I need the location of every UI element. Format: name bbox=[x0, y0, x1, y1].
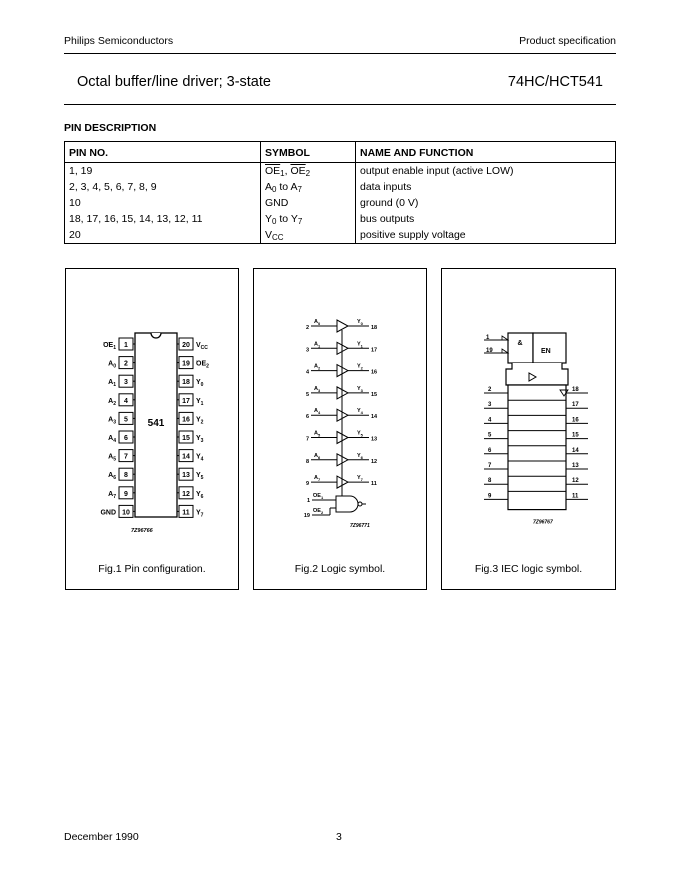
column-header: NAME AND FUNCTION bbox=[356, 142, 616, 163]
document-type: Product specification bbox=[519, 35, 616, 47]
pin-label: $Y_5$ bbox=[196, 472, 204, 482]
control-block bbox=[506, 363, 568, 385]
input-label: $A_0$ bbox=[314, 319, 321, 326]
pin-label: $Y_2$ bbox=[196, 416, 204, 426]
pin-number-cell: 20 bbox=[69, 229, 81, 241]
input-label: $A_4$ bbox=[314, 408, 321, 416]
drawing-code: 7Z96766 bbox=[131, 528, 153, 534]
pin-label: $A_3$ bbox=[108, 416, 116, 426]
input-pin-number: 5 bbox=[488, 432, 492, 439]
output-pin-number: 16 bbox=[371, 369, 378, 376]
symbol-cell: $\overline{OE}_1$, $\overline{OE}_2$ bbox=[261, 163, 356, 180]
input-pin-number: 2 bbox=[305, 325, 309, 331]
input-pin-number: 7 bbox=[305, 436, 309, 443]
pin-label: $Y_0$ bbox=[196, 379, 204, 389]
symbol-cell: $A_0$ to $A_7$ bbox=[261, 179, 356, 195]
pin-label: $Y_1$ bbox=[196, 397, 204, 407]
function-cell: bus outputs bbox=[356, 211, 616, 227]
pin-label: $Y_4$ bbox=[196, 453, 204, 463]
pin-number-cell: 18, 17, 16, 15, 14, 13, 12, 11 bbox=[69, 213, 203, 225]
output-label: $Y_2$ bbox=[357, 363, 363, 371]
active-low-indicator bbox=[502, 336, 508, 340]
symbol-cell: $Y_0$ to $Y_7$ bbox=[261, 211, 356, 227]
pin-label: $A_7$ bbox=[108, 490, 116, 500]
pin-number-cell: 10 bbox=[69, 197, 81, 209]
pin-label: $Y_6$ bbox=[196, 490, 204, 500]
pin-label: $OE_1$ bbox=[103, 342, 116, 351]
drawing-code: 7Z96767 bbox=[533, 519, 553, 526]
output-pin-number: 11 bbox=[371, 481, 377, 488]
company-name: Philips Semiconductors bbox=[64, 35, 174, 47]
output-pin-number: 14 bbox=[371, 414, 378, 421]
pin-number: 19 bbox=[182, 360, 190, 368]
chip-label: 541 bbox=[147, 418, 165, 429]
column-header: PIN NO. bbox=[65, 142, 261, 163]
output-pin-number: 15 bbox=[371, 391, 378, 398]
input-label: $A_6$ bbox=[314, 452, 321, 460]
input-pin-number: 8 bbox=[488, 478, 492, 485]
pin-number-cell: 2, 3, 4, 5, 6, 7, 8, 9 bbox=[69, 181, 157, 193]
column-header: SYMBOL bbox=[261, 142, 356, 163]
pin-label: $A_6$ bbox=[108, 472, 116, 482]
output-pin-number: 14 bbox=[572, 447, 579, 454]
pin-number: 7 bbox=[124, 453, 128, 461]
symbol-cell: GND bbox=[261, 195, 356, 211]
input-pin-number: 9 bbox=[305, 481, 309, 488]
input-pin-number: 3 bbox=[305, 347, 309, 354]
en-label: EN bbox=[541, 348, 551, 355]
title-rule bbox=[64, 104, 616, 105]
output-label: $Y_5$ bbox=[357, 430, 363, 438]
inversion-bubble bbox=[358, 502, 362, 506]
input-pin-number: 5 bbox=[305, 391, 309, 398]
active-low-indicator bbox=[502, 349, 508, 353]
pin-description-table bbox=[64, 141, 616, 244]
pin-number: 16 bbox=[182, 416, 190, 424]
function-cell: output enable input (active LOW) bbox=[356, 163, 616, 180]
pin-number: 20 bbox=[182, 342, 190, 349]
enable-pin-number: 1 bbox=[486, 335, 490, 341]
pin-label: $A_2$ bbox=[108, 397, 116, 407]
input-label: $A_3$ bbox=[314, 385, 321, 393]
enable-label: $OE_1$ bbox=[313, 493, 324, 500]
output-pin-number: 17 bbox=[371, 347, 378, 354]
pin-label: $V_{CC}$ bbox=[196, 342, 208, 351]
input-pin-number: 6 bbox=[488, 447, 492, 454]
pin-label: $A_1$ bbox=[108, 379, 116, 389]
input-label: $A_7$ bbox=[314, 475, 321, 483]
input-label: $A_2$ bbox=[314, 363, 321, 371]
pin-label: $OE_2$ bbox=[196, 360, 209, 370]
pin-number: 11 bbox=[182, 509, 190, 517]
input-pin-number: 2 bbox=[488, 387, 492, 393]
pin-number: 18 bbox=[182, 379, 190, 387]
pin-number: 8 bbox=[124, 472, 128, 480]
header-rule bbox=[64, 53, 616, 54]
pin-label: $Y_3$ bbox=[196, 435, 204, 444]
input-label: $A_1$ bbox=[314, 341, 321, 349]
figure-caption: Fig.1 Pin configuration. bbox=[98, 563, 206, 575]
pin-number: 14 bbox=[182, 453, 190, 461]
output-pin-number: 13 bbox=[572, 463, 579, 469]
enable-pin-number: 1 bbox=[306, 498, 310, 504]
output-label: $Y_4$ bbox=[357, 408, 363, 416]
input-pin-number: 3 bbox=[488, 402, 492, 409]
output-label: $Y_3$ bbox=[357, 385, 363, 393]
pin-number-cell: 1, 19 bbox=[69, 165, 93, 177]
output-label: $Y_1$ bbox=[357, 341, 363, 349]
pin-number: 5 bbox=[124, 416, 128, 424]
pin-number: 9 bbox=[124, 490, 128, 498]
table-row bbox=[65, 211, 616, 227]
pin-number: 6 bbox=[124, 435, 128, 442]
table-row bbox=[65, 195, 616, 211]
pin-configuration-diagram bbox=[66, 269, 238, 559]
output-pin-number: 18 bbox=[572, 387, 579, 393]
output-pin-number: 12 bbox=[371, 458, 378, 465]
table-header-row bbox=[65, 142, 616, 163]
function-cell: positive supply voltage bbox=[356, 227, 616, 244]
document-title: Octal buffer/line driver; 3-state bbox=[77, 74, 271, 90]
figure-caption: Fig.3 IEC logic symbol. bbox=[474, 563, 583, 575]
input-pin-number: 9 bbox=[488, 493, 492, 500]
pin-label: $Y_7$ bbox=[196, 509, 204, 519]
input-pin-number: 4 bbox=[488, 417, 492, 424]
output-pin-number: 17 bbox=[572, 402, 579, 409]
pin-number: 15 bbox=[182, 435, 190, 442]
table-row bbox=[65, 227, 616, 244]
pin-number: 12 bbox=[182, 490, 190, 498]
output-label: $Y_7$ bbox=[357, 475, 363, 483]
table-row bbox=[65, 163, 616, 180]
table-row bbox=[65, 179, 616, 195]
output-label: $Y_0$ bbox=[357, 319, 363, 326]
iec-logic-symbol-diagram bbox=[442, 269, 615, 559]
figure-caption: Fig.2 Logic symbol. bbox=[294, 563, 386, 575]
and-block bbox=[508, 333, 533, 363]
and-label: & bbox=[517, 340, 523, 347]
input-label: $A_5$ bbox=[314, 430, 321, 438]
output-pin-number: 15 bbox=[572, 432, 579, 439]
enable-pin-number: 19 bbox=[486, 348, 493, 354]
enable-pin-number: 19 bbox=[303, 513, 310, 519]
figure-iec-logic-symbol bbox=[441, 268, 616, 590]
pin-label: $A_0$ bbox=[108, 360, 116, 370]
footer-date: December 1990 bbox=[64, 831, 139, 843]
input-pin-number: 4 bbox=[305, 369, 309, 376]
page-number: 3 bbox=[336, 831, 342, 843]
nand-gate bbox=[336, 496, 358, 512]
part-number: 74HC/HCT541 bbox=[507, 74, 603, 90]
pin-number: 4 bbox=[124, 397, 128, 405]
pin-label: GND bbox=[100, 509, 116, 517]
output-label: $Y_6$ bbox=[357, 452, 363, 460]
figure-pin-configuration bbox=[65, 268, 239, 590]
output-pin-number: 13 bbox=[371, 436, 378, 443]
figure-logic-symbol bbox=[253, 268, 427, 590]
enable-label: $OE_2$ bbox=[313, 508, 324, 515]
pin-number: 3 bbox=[124, 379, 128, 387]
input-pin-number: 6 bbox=[305, 414, 309, 421]
pin-label: $A_5$ bbox=[108, 453, 116, 463]
output-pin-number: 18 bbox=[371, 325, 378, 331]
symbol-cell: $V_{CC}$ bbox=[261, 227, 356, 244]
pin-number: 2 bbox=[124, 360, 128, 368]
logic-symbol-diagram bbox=[254, 269, 426, 559]
pin-label: $A_4$ bbox=[108, 435, 116, 444]
pin-number: 1 bbox=[124, 342, 128, 349]
drawing-code: 7Z96771 bbox=[350, 523, 370, 529]
pin-number: 17 bbox=[182, 397, 190, 405]
function-cell: data inputs bbox=[356, 179, 616, 195]
output-pin-number: 12 bbox=[572, 478, 579, 485]
output-pin-number: 11 bbox=[572, 493, 579, 500]
ic-notch bbox=[151, 333, 161, 338]
section-heading: PIN DESCRIPTION bbox=[64, 122, 157, 134]
pin-number: 10 bbox=[122, 509, 130, 517]
pin-number: 13 bbox=[182, 472, 190, 480]
function-cell: ground (0 V) bbox=[356, 195, 616, 211]
input-pin-number: 8 bbox=[305, 458, 309, 465]
input-pin-number: 7 bbox=[488, 463, 492, 469]
output-pin-number: 16 bbox=[572, 417, 579, 424]
